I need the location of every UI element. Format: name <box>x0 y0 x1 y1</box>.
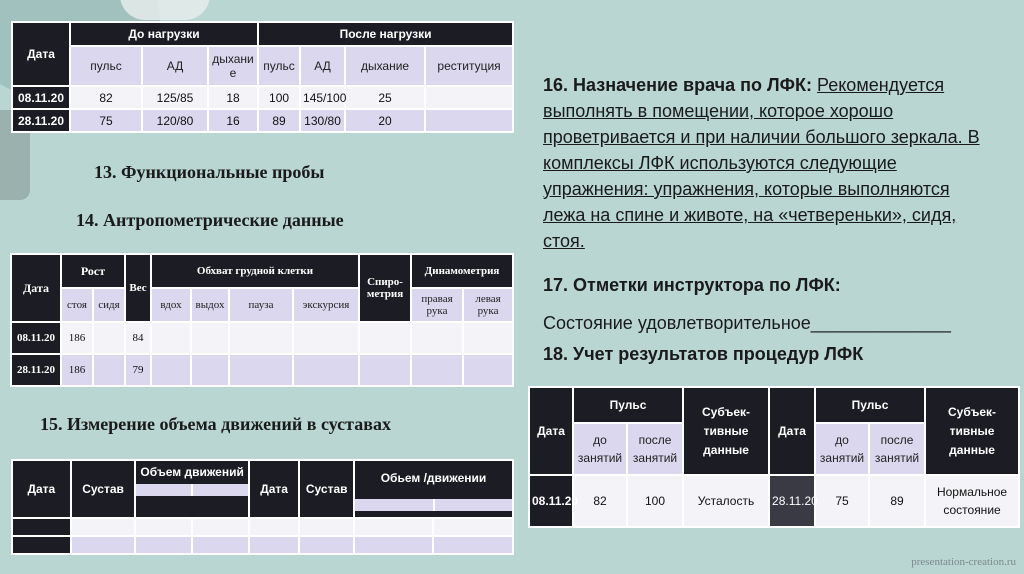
height-header: Рост <box>61 254 125 288</box>
table-cell <box>463 322 513 354</box>
date-cell: 28.11.20 <box>11 354 61 386</box>
table-row <box>11 322 513 354</box>
column-header: пульс <box>258 46 300 86</box>
table-cell: 100 <box>627 475 683 527</box>
table-cell: 75 <box>70 109 142 132</box>
date-header: Дата <box>769 387 815 475</box>
section-17-text: Состояние удовлетворительное______________ <box>543 313 951 333</box>
date-cell: 08.11.20 <box>529 475 573 527</box>
section-16-title: 16. Назначение врача по ЛФК: <box>543 75 812 95</box>
table-cell <box>191 322 229 354</box>
column-header: пауза <box>229 288 293 322</box>
table-cell <box>293 354 359 386</box>
date-header: Дата <box>529 387 573 475</box>
before-load-header: До нагрузки <box>70 22 258 46</box>
column-header: левая рука <box>463 288 513 322</box>
subjective-header: Субъек-тивные данные <box>683 387 769 475</box>
date-header: Дата <box>11 254 61 322</box>
column-header: АД <box>142 46 208 86</box>
joint-header: Сустав <box>299 460 354 518</box>
subjective-header: Субъек-тивные данные <box>925 387 1019 475</box>
column-header: до занятий <box>573 423 627 475</box>
column-header: после занятий <box>869 423 925 475</box>
section-16 <box>543 72 993 254</box>
procedure-results-table <box>528 386 1020 528</box>
date-cell: 08.11.20 <box>11 322 61 354</box>
table-cell: 186 <box>61 354 93 386</box>
table-cell: 75 <box>815 475 869 527</box>
table-cell: 84 <box>125 322 151 354</box>
table-row <box>11 354 513 386</box>
table-cell <box>425 109 513 132</box>
date-cell <box>12 518 71 536</box>
table-cell <box>151 322 191 354</box>
column-header: стоя <box>61 288 93 322</box>
date-header: Дата <box>12 22 70 86</box>
date-cell: 28.11.20 <box>769 475 815 527</box>
table-cell <box>359 354 411 386</box>
pulse-header: Пульс <box>815 387 925 423</box>
column-header: до занятий <box>815 423 869 475</box>
table-cell <box>359 322 411 354</box>
date-cell: 08.11.20 <box>12 86 70 109</box>
weight-header: Вес <box>125 254 151 322</box>
table-cell: 18 <box>208 86 258 109</box>
column-header: АД <box>300 46 345 86</box>
table-cell <box>425 86 513 109</box>
pulse-header: Пульс <box>573 387 683 423</box>
column-header: правая рука <box>411 288 463 322</box>
table-cell: 82 <box>573 475 627 527</box>
volume-header <box>354 460 513 518</box>
section-15-heading: 15. Измерение объема движений в суставах <box>40 414 391 434</box>
section-13-heading: 13. Функциональные пробы <box>94 162 325 182</box>
table-cell: 120/80 <box>142 109 208 132</box>
table-cell: 20 <box>345 109 425 132</box>
table-cell: 82 <box>70 86 142 109</box>
after-load-header: После нагрузки <box>258 22 513 46</box>
volume-header-label: Обьем /движении <box>380 471 487 485</box>
column-header: после занятий <box>627 423 683 475</box>
table-cell: Усталость <box>683 475 769 527</box>
column-header: дыхание <box>345 46 425 86</box>
date-cell <box>12 536 71 554</box>
joint-header: Сустав <box>71 460 136 518</box>
table-row <box>12 536 513 554</box>
volume-header <box>135 460 248 518</box>
table-cell <box>293 322 359 354</box>
background-decoration <box>120 0 210 20</box>
table-cell: 100 <box>258 86 300 109</box>
table-cell <box>151 354 191 386</box>
table-row <box>12 518 513 536</box>
section-17-title: 17. Отметки инструктора по ЛФК: <box>543 275 841 295</box>
table-cell: 89 <box>869 475 925 527</box>
anthropometric-table <box>10 253 514 387</box>
table-cell <box>192 536 249 554</box>
table-cell <box>249 536 300 554</box>
table-cell <box>93 322 125 354</box>
table-cell <box>93 354 125 386</box>
table-cell <box>354 536 433 554</box>
table-cell <box>249 518 300 536</box>
table-cell: 125/85 <box>142 86 208 109</box>
column-header: вдох <box>151 288 191 322</box>
section-14-heading: 14. Антропометрические данные <box>76 210 344 230</box>
table-cell <box>299 536 354 554</box>
table-cell: 145/100 <box>300 86 345 109</box>
table-cell <box>192 518 249 536</box>
table-cell <box>135 536 192 554</box>
table-cell <box>463 354 513 386</box>
table-cell: 79 <box>125 354 151 386</box>
section-16-text: Рекомендуется выполнять в помещении, которое хорошо проветривается и при наличии большого зеркала. В комплексы ЛФК используются следующие упражнения: упражнения, которые выполняются лежа на спине и животе, на «четвереньки», сидя, стоя. <box>543 75 980 251</box>
column-header: дыхание <box>208 46 258 86</box>
table-cell <box>433 518 513 536</box>
chest-header: Обхват грудной клетки <box>151 254 359 288</box>
table-cell <box>229 322 293 354</box>
table-cell: 16 <box>208 109 258 132</box>
column-header: пульс <box>70 46 142 86</box>
functional-tests-table <box>11 21 514 133</box>
column-header: реституция <box>425 46 513 86</box>
table-cell <box>411 354 463 386</box>
table-cell: Нормальное состояние <box>925 475 1019 527</box>
table-cell <box>411 322 463 354</box>
watermark: presentation-creation.ru <box>911 556 1016 568</box>
section-18-heading: 18. Учет результатов процедур ЛФК <box>543 344 864 364</box>
table-cell <box>191 354 229 386</box>
table-row <box>529 475 1019 527</box>
table-cell <box>299 518 354 536</box>
table-cell <box>354 518 433 536</box>
column-header: выдох <box>191 288 229 322</box>
table-cell <box>71 536 136 554</box>
column-header: сидя <box>93 288 125 322</box>
table-cell <box>135 518 192 536</box>
column-header: экскурсия <box>293 288 359 322</box>
dynamometry-header: Динамометрия <box>411 254 513 288</box>
table-cell <box>229 354 293 386</box>
joint-motion-table <box>11 459 514 555</box>
table-cell: 25 <box>345 86 425 109</box>
table-cell <box>433 536 513 554</box>
table-cell: 130/80 <box>300 109 345 132</box>
date-cell: 28.11.20 <box>12 109 70 132</box>
spirometry-header: Спиро-метрия <box>359 254 411 322</box>
volume-header-label: Объем движений <box>140 465 244 479</box>
table-cell: 89 <box>258 109 300 132</box>
date-header: Дата <box>12 460 71 518</box>
date-header: Дата <box>249 460 300 518</box>
table-row <box>12 109 513 132</box>
table-cell <box>71 518 136 536</box>
table-cell: 186 <box>61 322 93 354</box>
table-row <box>12 86 513 109</box>
